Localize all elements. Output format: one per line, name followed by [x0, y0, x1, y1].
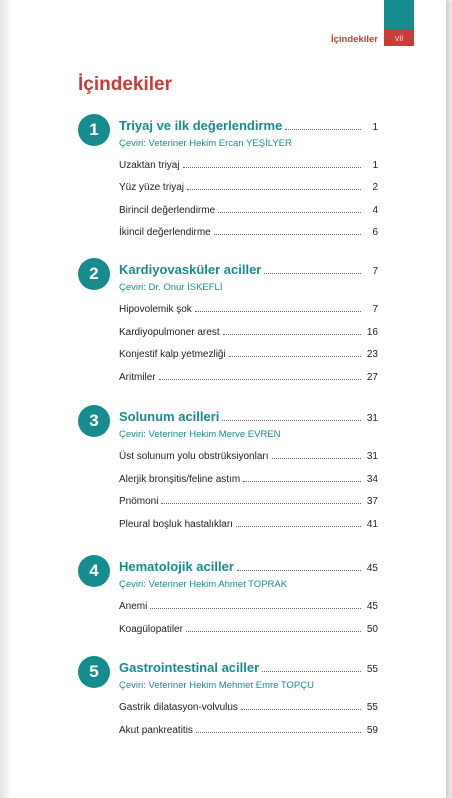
section-row[interactable] — [119, 474, 378, 485]
section-row[interactable] — [119, 182, 378, 193]
section-title: Yüz yüze triyaj — [119, 182, 185, 193]
chapter-title-row[interactable] — [119, 409, 378, 424]
dot-leader — [183, 167, 361, 168]
dot-leader — [159, 379, 361, 380]
section-title: Gastrik dilatasyon-volvulus — [119, 702, 238, 713]
page-title: İçindekiler — [78, 74, 172, 95]
chapter-title: Solunum acilleri — [119, 409, 220, 424]
section-title: Koagülopatiler — [119, 624, 183, 635]
section-page: 41 — [366, 519, 378, 530]
section-title: Kardiyopulmoner arest — [119, 327, 220, 338]
section-row[interactable] — [119, 327, 378, 338]
dot-leader — [187, 189, 361, 190]
section-page: 31 — [366, 451, 378, 462]
page-spine-shadow — [0, 0, 12, 798]
chapter-number-badge: 2 — [78, 258, 110, 290]
chapter-number-badge: 4 — [78, 555, 110, 587]
section-title: Pleural boşluk hastalıkları — [119, 519, 233, 530]
chapter-page: 45 — [366, 563, 378, 574]
section-row[interactable] — [119, 496, 378, 507]
chapter-title-row[interactable] — [119, 118, 378, 133]
translator-credit: Çeviri: Veteriner Hekim Merve EVREN — [119, 429, 281, 440]
section-row[interactable] — [119, 349, 378, 360]
section-page: 2 — [372, 182, 378, 193]
section-row[interactable] — [119, 304, 378, 315]
chapter-title-row[interactable] — [119, 559, 378, 574]
section-page: 7 — [372, 304, 378, 315]
header-tab — [384, 0, 414, 46]
dot-leader — [223, 334, 361, 335]
dot-leader — [186, 631, 361, 632]
dot-leader — [195, 311, 361, 312]
section-row[interactable] — [119, 624, 378, 635]
chapter-page: 1 — [372, 122, 378, 133]
section-row[interactable] — [119, 227, 378, 238]
running-header: İçindekiler — [331, 34, 378, 45]
section-row[interactable] — [119, 160, 378, 171]
chapter-title: Triyaj ve ilk değerlendirme — [119, 118, 283, 133]
dot-leader — [243, 481, 361, 482]
dot-leader — [196, 732, 361, 733]
translator-credit: Çeviri: Dr. Onur İSKEFLİ — [119, 282, 223, 293]
dot-leader — [262, 671, 361, 672]
dot-leader — [264, 273, 361, 274]
section-page: 59 — [366, 725, 378, 736]
dot-leader — [229, 356, 361, 357]
section-page: 6 — [372, 227, 378, 238]
section-page: 37 — [366, 496, 378, 507]
section-title: İkincil değerlendirme — [119, 227, 211, 238]
dot-leader — [150, 608, 361, 609]
dot-leader — [241, 709, 361, 710]
section-page: 4 — [372, 205, 378, 216]
section-page: 45 — [366, 601, 378, 612]
section-row[interactable] — [119, 725, 378, 736]
chapter-page: 31 — [366, 413, 378, 424]
section-title: Pnömoni — [119, 496, 159, 507]
dot-leader — [161, 503, 361, 504]
dot-leader — [237, 570, 361, 571]
section-row[interactable] — [119, 451, 378, 462]
section-page: 27 — [366, 372, 378, 383]
chapter-number-badge: 1 — [78, 114, 110, 146]
section-page: 23 — [366, 349, 378, 360]
dot-leader — [222, 420, 361, 421]
section-row[interactable] — [119, 601, 378, 612]
section-row[interactable] — [119, 702, 378, 713]
section-title: Üst solunum yolu obstrüksiyonları — [119, 451, 269, 462]
chapter-title: Hematolojik aciller — [119, 559, 234, 574]
chapter-number-badge: 5 — [78, 656, 110, 688]
section-row[interactable] — [119, 205, 378, 216]
dot-leader — [218, 212, 361, 213]
section-title: Alerjik bronşitis/feline astım — [119, 474, 241, 485]
section-title: Anemi — [119, 601, 148, 612]
chapter-number-badge: 3 — [78, 405, 110, 437]
chapter-page: 7 — [372, 266, 378, 277]
chapter-page: 55 — [366, 664, 378, 675]
section-title: Uzaktan triyaj — [119, 160, 180, 171]
section-page: 1 — [372, 160, 378, 171]
page-number: vii — [384, 30, 414, 46]
section-title: Konjestif kalp yetmezliği — [119, 349, 226, 360]
section-title: Hipovolemik şok — [119, 304, 192, 315]
chapter-title: Kardiyovasküler aciller — [119, 262, 262, 277]
section-title: Birincil değerlendirme — [119, 205, 216, 216]
dot-leader — [214, 234, 361, 235]
translator-credit: Çeviri: Veteriner Hekim Ercan YEŞİLYER — [119, 138, 292, 149]
section-row[interactable] — [119, 372, 378, 383]
section-page: 34 — [366, 474, 378, 485]
section-title: Akut pankreatitis — [119, 725, 193, 736]
translator-credit: Çeviri: Veteriner Hekim Ahmet TOPRAK — [119, 579, 288, 590]
chapter-title-row[interactable] — [119, 660, 378, 675]
dot-leader — [285, 129, 361, 130]
chapter-title-row[interactable] — [119, 262, 378, 277]
section-page: 16 — [366, 327, 378, 338]
dot-leader — [272, 458, 361, 459]
dot-leader — [236, 526, 361, 527]
section-title: Aritmiler — [119, 372, 156, 383]
section-row[interactable] — [119, 519, 378, 530]
section-page: 50 — [366, 624, 378, 635]
section-page: 55 — [366, 702, 378, 713]
chapter-title: Gastrointestinal aciller — [119, 660, 260, 675]
translator-credit: Çeviri: Veteriner Hekim Mehmet Emre TOPÇU — [119, 680, 314, 691]
